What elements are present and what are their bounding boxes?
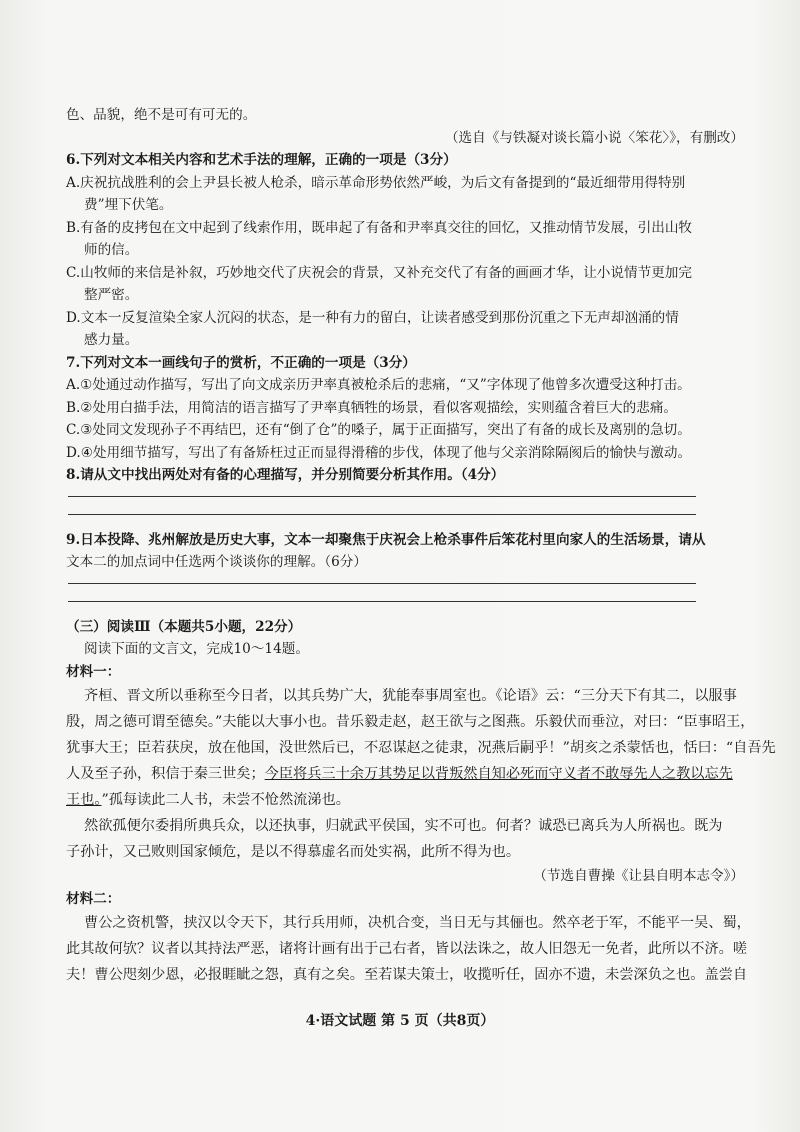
underlined-sentence-cont: 王也。 [66, 792, 102, 808]
classical-text-line: 齐桓、晋文所以垂称至今日者，以其兵势广大，犹能奉事周室也。《论语》云：“三分天下有其二，以服事 [84, 688, 737, 704]
classical-text-line: 夫！曹公咫刻少恩，必报睚眦之怨，真有之矣。至若谋夫策士，收揽听任，固亦不遗，未尝深负之也。盖尝自 [66, 967, 748, 983]
q7-option-a: A.①处通过动作描写，写出了向文成亲历尹率真被枪杀后的悲痛，“又”字体现了他曾多次遭受这种打击。 [66, 377, 691, 393]
answer-line[interactable] [66, 505, 748, 523]
material-2-paragraph [66, 910, 751, 988]
q6-option-d: D.文本一反复渲染全家人沉闷的状态，是一种有力的留白，让读者感受到那份沉重之下无声却汹涌的情 [66, 309, 679, 326]
answer-line[interactable] [66, 592, 748, 610]
q6-option-b: B.有备的皮拷包在文中起到了线索作用，既串起了有备和尹率真交往的回忆，又推动情节发展，引出山牧 [66, 219, 693, 236]
classical-text-line: 此其故何欤？议者以其持法严恶，诸将计画有出于己右者，皆以法诛之，故人旧怨无一免者，此所以不济。嗟 [66, 941, 748, 957]
q7-option-b: B.②处用白描手法，用简洁的语言描写了尹率真牺牲的场景，看似客观描绘，实则蕴含着巨大的悲痛。 [66, 399, 678, 416]
classical-text-line [66, 787, 748, 813]
q6-option-c: C.山牧师的来信是补叙，巧妙地交代了庆祝会的背景，又补充交代了有备的画画才华，让小说情节更加完 [66, 264, 692, 281]
question-6-stem: 6.下列对文本相关内容和艺术手法的理解，正确的一项是（3分） [66, 152, 457, 168]
text-span: ”孤每读此二人书，未尝不怆然流涕也。 [101, 792, 350, 808]
text-line: 色、品貌，绝不是可有可无的。 [66, 107, 257, 123]
classical-text-line [66, 761, 748, 787]
classical-text-line: 然欲孤便尔委捐所典兵众，以还执事，归就武平侯国，实不可也。何者？诚恐已离兵为人所祸也。既为 [84, 818, 723, 834]
q6-option-c-cont: 整严密。 [84, 287, 139, 303]
classical-text-line: 曹公之资机警，挟汉以令天下，其行兵用师，决机合变，当日无与其俪也。然卒老于军，不能平一吴、蜀， [84, 915, 751, 931]
section-instruction: 阅读下面的文言文，完成10～14题。 [84, 641, 309, 657]
underlined-sentence: 今臣将兵三十余万其势足以背叛然自知必死而守义者不敢辱先人之教以忘先 [264, 766, 733, 782]
q7-option-d: D.④处用细节描写，写出了有备矫枉过正而显得滑稽的步伐，体现了他与父亲消除隔阂后的愉快与激动。 [66, 444, 692, 461]
page-content [66, 104, 776, 988]
question-7-stem: 7.下列对文本一画线句子的赏析，不正确的一项是（3分） [66, 354, 416, 371]
material-1-paragraph-1 [66, 683, 776, 813]
q6-option-a-cont: 费”埋下伏笔。 [84, 197, 173, 213]
q6-option-d-cont: 感力量。 [84, 332, 139, 348]
classical-text-line: 犹事大王；臣若获戾，放在他国，没世然后已，不忍谋赵之徒隶，况燕后嗣乎！”胡亥之杀蒙恬也，恬曰：“自吾先 [66, 740, 776, 756]
q6-option-b-cont: 师的信。 [84, 242, 139, 258]
text-span: 人及至子孙，积信于秦三世矣； [66, 766, 265, 782]
question-9-stem-cont: 文本二的加点词中任选两个谈谈你的理解。（6分） [66, 554, 367, 570]
answer-line[interactable] [66, 574, 748, 592]
q7-option-c: C.③处同文发现孙子不再结巴，还有“倒了仓”的嗓子，属于正面描写，突出了有备的成长及离别的急切。 [66, 422, 691, 438]
question-8-stem: 8.请从文中找出两处对有备的心理描写，并分别简要分析其作用。（4分） [66, 467, 505, 483]
material-2-label: 材料二： [66, 890, 121, 907]
source-citation: （选自《与铁凝对谈长篇小说〈笨花〉》，有删改） [444, 129, 744, 146]
material-1-source: （节选自曹操《让县自明本志令》） [533, 868, 744, 884]
page-footer: 4·语文试题 第 5 页（共8页） [305, 1013, 495, 1029]
material-1-paragraph-2 [66, 813, 748, 865]
q6-option-a: A.庆祝抗战胜利的会上尹县长被人枪杀，暗示革命形势依然严峻，为后文有备提到的“最近细带用得特别 [66, 174, 686, 191]
answer-line[interactable] [66, 487, 748, 505]
section-heading: （三）阅读Ⅲ（本题共5小题，22分） [66, 618, 302, 635]
material-1-label: 材料一： [66, 663, 121, 680]
classical-text-line: 子孙计，又己败则国家倾危，是以不得慕虚名而处实祸，此所不得为也。 [66, 844, 521, 860]
classical-text-line: 殷，周之德可谓至德矣。”夫能以大事小也。昔乐毅走赵，赵王欲与之图燕。乐毅伏而垂泣，对曰：“臣事昭王， [66, 714, 755, 730]
question-9-stem: 9.日本投降、兆州解放是历史大事，文本一却聚焦于庆祝会上枪杀事件后笨花村里向家人的生活场景，请从 [66, 531, 706, 548]
